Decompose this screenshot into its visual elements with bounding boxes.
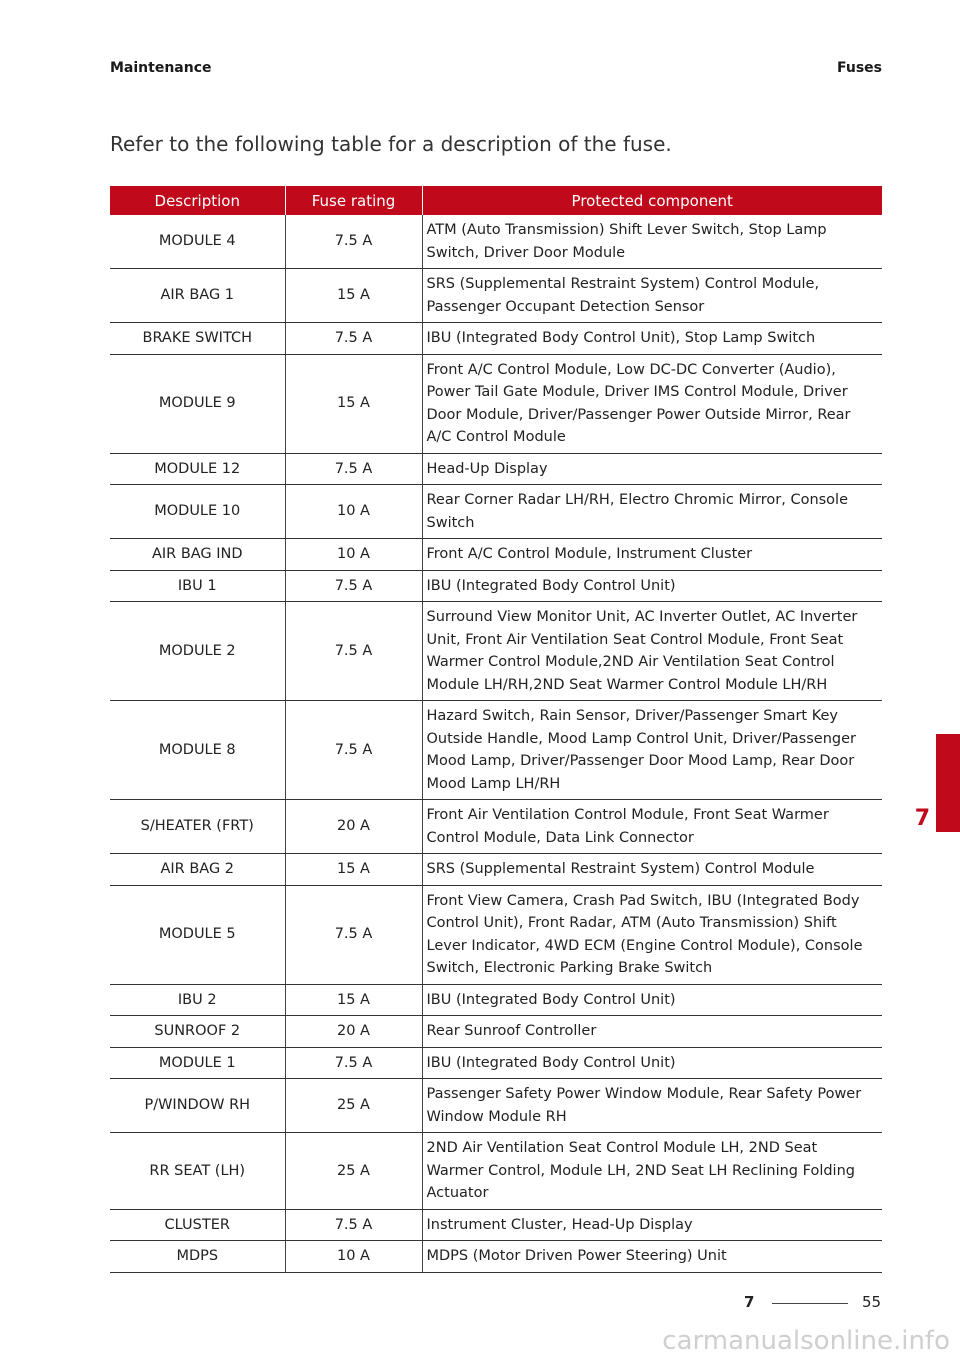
- fuse-description: MODULE 4: [110, 215, 285, 269]
- protected-component: IBU (Integrated Body Control Unit), Stop Lamp Switch: [422, 323, 882, 355]
- table-row: [110, 453, 882, 485]
- fuse-description: AIR BAG 1: [110, 269, 285, 323]
- fuse-rating: 15 A: [285, 984, 422, 1016]
- chapter-tab-number: 7: [914, 806, 930, 831]
- chapter-tab: [936, 734, 960, 832]
- table-row: [110, 1241, 882, 1273]
- protected-component: Passenger Safety Power Window Module, Rear Safety Power Window Module RH: [422, 1079, 882, 1133]
- fuse-description: BRAKE SWITCH: [110, 323, 285, 355]
- table-row: [110, 885, 882, 984]
- fuse-rating: 15 A: [285, 854, 422, 886]
- col-header-fuse-rating: Fuse rating: [285, 186, 422, 215]
- fuse-rating: 15 A: [285, 354, 422, 453]
- table-row: [110, 602, 882, 701]
- protected-component: Front A/C Control Module, Instrument Cluster: [422, 539, 882, 571]
- fuse-rating: 7.5 A: [285, 215, 422, 269]
- fuse-description: AIR BAG 2: [110, 854, 285, 886]
- table-row: [110, 1209, 882, 1241]
- fuse-rating: 10 A: [285, 485, 422, 539]
- table-row: [110, 354, 882, 453]
- table-row: [110, 1047, 882, 1079]
- fuse-description: MODULE 8: [110, 701, 285, 800]
- fuse-description: IBU 2: [110, 984, 285, 1016]
- table-row: [110, 323, 882, 355]
- fuse-table: [110, 186, 882, 1273]
- protected-component: Front View Camera, Crash Pad Switch, IBU (Integrated Body Control Unit), Front Radar, ATM (Auto Transmission) Shift Lever Indicator, 4WD ECM (Engine Control Module), Console Switch, Electronic Parking Brake Switch: [422, 885, 882, 984]
- table-row: [110, 269, 882, 323]
- fuse-rating: 7.5 A: [285, 323, 422, 355]
- protected-component: Head-Up Display: [422, 453, 882, 485]
- protected-component: IBU (Integrated Body Control Unit): [422, 570, 882, 602]
- table-row: [110, 1016, 882, 1048]
- protected-component: IBU (Integrated Body Control Unit): [422, 984, 882, 1016]
- table-row: [110, 539, 882, 571]
- fuse-description: AIR BAG IND: [110, 539, 285, 571]
- table-row: [110, 854, 882, 886]
- intro-text: Refer to the following table for a description of the fuse.: [110, 132, 672, 156]
- table-row: [110, 215, 882, 269]
- fuse-table-body: [110, 215, 882, 1272]
- protected-component: Front A/C Control Module, Low DC-DC Converter (Audio), Power Tail Gate Module, Driver IMS Control Module, Driver Door Module, Driver/Passenger Power Outside Mirror, Rear A/C Control Module: [422, 354, 882, 453]
- protected-component: Surround View Monitor Unit, AC Inverter Outlet, AC Inverter Unit, Front Air Ventilation Seat Control Module, Front Seat Warmer Control Module,2ND Air Ventilation Seat Control Module LH/RH,2ND Seat Warmer Control Module LH/RH: [422, 602, 882, 701]
- fuse-rating: 7.5 A: [285, 1209, 422, 1241]
- page-number: 55: [862, 1293, 882, 1311]
- fuse-rating: 10 A: [285, 539, 422, 571]
- table-row: [110, 800, 882, 854]
- fuse-description: MODULE 1: [110, 1047, 285, 1079]
- fuse-rating: 7.5 A: [285, 1047, 422, 1079]
- fuse-description: RR SEAT (LH): [110, 1133, 285, 1210]
- table-row: [110, 1133, 882, 1210]
- topic-title: Fuses: [837, 60, 882, 76]
- protected-component: MDPS (Motor Driven Power Steering) Unit: [422, 1241, 882, 1273]
- fuse-description: MODULE 2: [110, 602, 285, 701]
- fuse-rating: 7.5 A: [285, 602, 422, 701]
- fuse-rating: 7.5 A: [285, 570, 422, 602]
- fuse-description: P/WINDOW RH: [110, 1079, 285, 1133]
- protected-component: Instrument Cluster, Head-Up Display: [422, 1209, 882, 1241]
- fuse-rating: 25 A: [285, 1079, 422, 1133]
- watermark: carmanualsonline.info: [662, 1326, 950, 1356]
- fuse-description: SUNROOF 2: [110, 1016, 285, 1048]
- col-header-protected-component: Protected component: [422, 186, 882, 215]
- fuse-rating: 15 A: [285, 269, 422, 323]
- fuse-rating: 10 A: [285, 1241, 422, 1273]
- table-row: [110, 1079, 882, 1133]
- fuse-description: IBU 1: [110, 570, 285, 602]
- protected-component: Rear Sunroof Controller: [422, 1016, 882, 1048]
- fuse-description: MODULE 5: [110, 885, 285, 984]
- fuse-description: MODULE 9: [110, 354, 285, 453]
- fuse-rating: 20 A: [285, 800, 422, 854]
- fuse-description: CLUSTER: [110, 1209, 285, 1241]
- footer-divider: [772, 1303, 848, 1304]
- fuse-rating: 7.5 A: [285, 453, 422, 485]
- protected-component: SRS (Supplemental Restraint System) Control Module: [422, 854, 882, 886]
- fuse-rating: 7.5 A: [285, 701, 422, 800]
- protected-component: Hazard Switch, Rain Sensor, Driver/Passenger Smart Key Outside Handle, Mood Lamp Control Unit, Driver/Passenger Mood Lamp, Driver/Passenger Door Mood Lamp, Rear Door Mood Lamp LH/RH: [422, 701, 882, 800]
- section-title: Maintenance: [110, 60, 212, 76]
- table-row: [110, 485, 882, 539]
- fuse-rating: 7.5 A: [285, 885, 422, 984]
- table-header-row: [110, 186, 882, 215]
- protected-component: Front Air Ventilation Control Module, Front Seat Warmer Control Module, Data Link Connector: [422, 800, 882, 854]
- fuse-description: MODULE 10: [110, 485, 285, 539]
- fuse-description: S/HEATER (FRT): [110, 800, 285, 854]
- fuse-rating: 20 A: [285, 1016, 422, 1048]
- footer-chapter: 7: [744, 1293, 755, 1311]
- table-row: [110, 570, 882, 602]
- table-row: [110, 984, 882, 1016]
- table-row: [110, 701, 882, 800]
- fuse-rating: 25 A: [285, 1133, 422, 1210]
- protected-component: 2ND Air Ventilation Seat Control Module LH, 2ND Seat Warmer Control, Module LH, 2ND Seat LH Reclining Folding Actuator: [422, 1133, 882, 1210]
- protected-component: ATM (Auto Transmission) Shift Lever Switch, Stop Lamp Switch, Driver Door Module: [422, 215, 882, 269]
- fuse-description: MODULE 12: [110, 453, 285, 485]
- protected-component: SRS (Supplemental Restraint System) Control Module, Passenger Occupant Detection Sensor: [422, 269, 882, 323]
- protected-component: Rear Corner Radar LH/RH, Electro Chromic Mirror, Console Switch: [422, 485, 882, 539]
- col-header-description: Description: [110, 186, 285, 215]
- fuse-description: MDPS: [110, 1241, 285, 1273]
- protected-component: IBU (Integrated Body Control Unit): [422, 1047, 882, 1079]
